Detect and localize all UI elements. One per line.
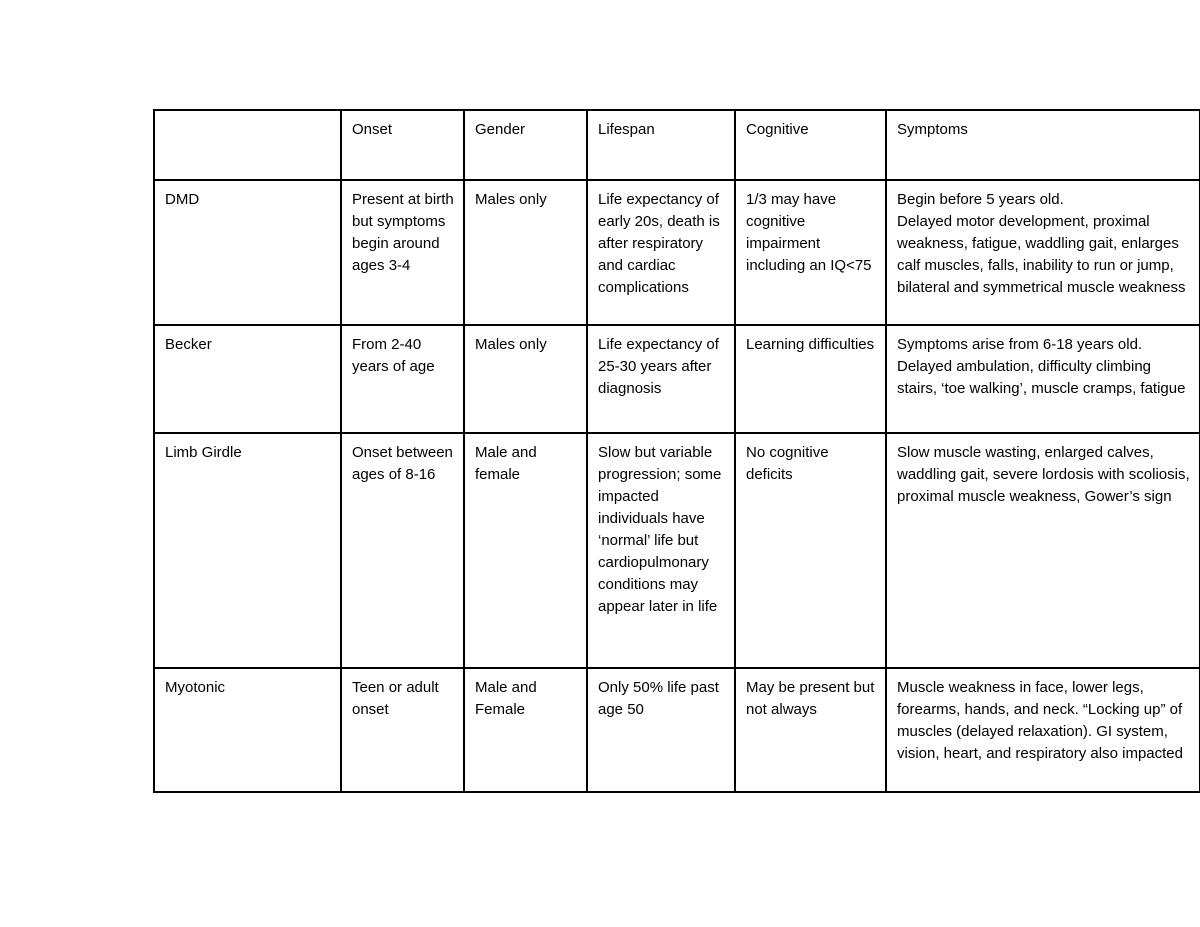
cognitive-cell: May be present but not always [735, 668, 886, 792]
row-label: DMD [154, 180, 341, 325]
header-cell-symptoms: Symptoms [886, 110, 1200, 180]
onset-cell: From 2-40 years of age [341, 325, 464, 433]
row-label: Becker [154, 325, 341, 433]
cognitive-cell: Learning difficulties [735, 325, 886, 433]
header-cell-cognitive: Cognitive [735, 110, 886, 180]
symptoms-line: Delayed motor development, proximal weakness, fatigue, waddling gait, enlarges calf muscles, falls, inability to run or jump, bilateral and symmetrical muscle weakness [897, 213, 1186, 296]
comparison-table [153, 109, 1200, 793]
onset-cell: Present at birth but symptoms begin around ages 3-4 [341, 180, 464, 325]
row-label: Myotonic [154, 668, 341, 792]
symptoms-cell [886, 325, 1200, 433]
symptoms-cell [886, 433, 1200, 668]
cognitive-cell: No cognitive deficits [735, 433, 886, 668]
symptoms-line: Symptoms arise from 6-18 years old. [897, 336, 1143, 353]
header-cell-empty [154, 110, 341, 180]
symptoms-line: Delayed ambulation, difficulty climbing stairs, ‘toe walking’, muscle cramps, fatigue [897, 358, 1186, 397]
symptoms-line: Slow muscle wasting, enlarged calves, waddling gait, severe lordosis with scoliosis, proximal muscle weakness, Gower’s sign [897, 444, 1190, 505]
cognitive-cell: 1/3 may have cognitive impairment including an IQ<75 [735, 180, 886, 325]
onset-cell: Onset between ages of 8-16 [341, 433, 464, 668]
symptoms-line: Muscle weakness in face, lower legs, forearms, hands, and neck. “Locking up” of muscles (delayed relaxation). GI system, vision, heart, and respiratory also impacted [897, 679, 1183, 762]
table-row [154, 433, 1200, 668]
onset-cell: Teen or adult onset [341, 668, 464, 792]
lifespan-cell: Life expectancy of 25-30 years after diagnosis [587, 325, 735, 433]
symptoms-cell [886, 180, 1200, 325]
symptoms-cell [886, 668, 1200, 792]
table-row [154, 668, 1200, 792]
symptoms-line: Begin before 5 years old. [897, 191, 1064, 208]
lifespan-cell: Life expectancy of early 20s, death is after respiratory and cardiac complications [587, 180, 735, 325]
row-label: Limb Girdle [154, 433, 341, 668]
lifespan-cell: Slow but variable progression; some impacted individuals have ‘normal’ life but cardiopulmonary conditions may appear later in life [587, 433, 735, 668]
lifespan-cell: Only 50% life past age 50 [587, 668, 735, 792]
gender-cell: Males only [464, 180, 587, 325]
header-cell-gender: Gender [464, 110, 587, 180]
header-cell-onset: Onset [341, 110, 464, 180]
header-cell-lifespan: Lifespan [587, 110, 735, 180]
table-row [154, 325, 1200, 433]
gender-cell: Male and Female [464, 668, 587, 792]
gender-cell: Males only [464, 325, 587, 433]
table-row [154, 180, 1200, 325]
header-row [154, 110, 1200, 180]
gender-cell: Male and female [464, 433, 587, 668]
